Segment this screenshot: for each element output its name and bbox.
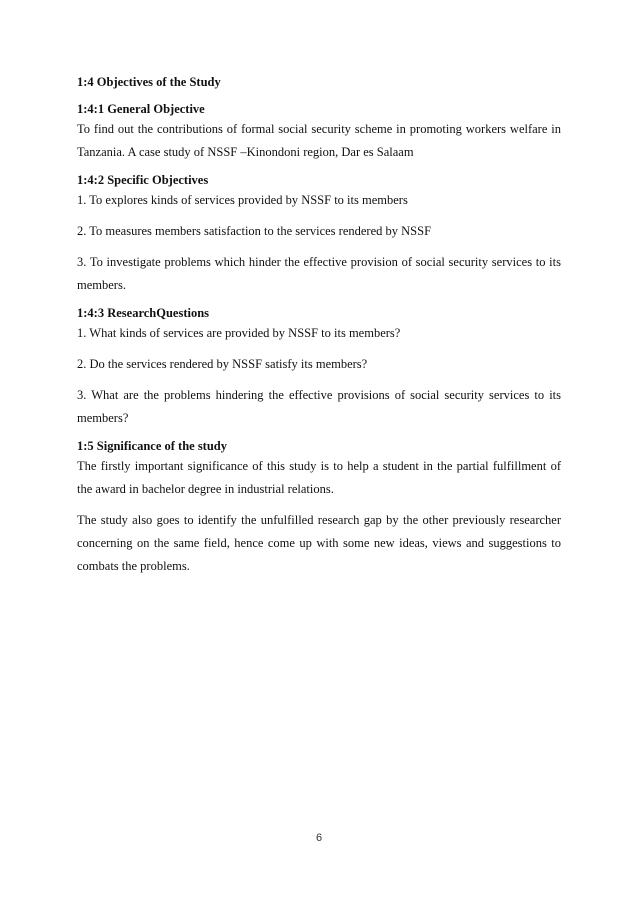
- general-objective-text: To find out the contributions of formal social security scheme in promoting workers welfare in Tanzania. A case study of NSSF –Kinondoni region, Dar es Salaam: [77, 122, 561, 159]
- research-questions-heading: 1:4:3 ResearchQuestions: [77, 306, 210, 320]
- section-heading-objectives: 1:4 Objectives of the Study: [77, 75, 221, 89]
- significance-section: [77, 438, 561, 578]
- page-content: [77, 74, 561, 586]
- page-number: 6: [315, 832, 323, 844]
- specific-objectives-section: [77, 172, 561, 297]
- significance-heading: 1:5 Significance of the study: [77, 439, 227, 453]
- general-objective-section: [77, 101, 561, 164]
- research-questions-section: [77, 305, 561, 430]
- research-question-item: 1. What kinds of services are provided by NSSF to its members?: [77, 326, 401, 340]
- significance-paragraph: The firstly important significance of this study is to help a student in the partial fulfillment of the award in bachelor degree in industrial relations.: [77, 459, 561, 496]
- research-question-item: 3. What are the problems hindering the effective provisions of social security services to its members?: [77, 388, 561, 425]
- specific-objective-item: 2. To measures members satisfaction to the services rendered by NSSF: [77, 224, 432, 238]
- research-question-item: 2. Do the services rendered by NSSF satisfy its members?: [77, 357, 368, 371]
- specific-objective-item: 1. To explores kinds of services provided by NSSF to its members: [77, 193, 408, 207]
- specific-objectives-heading: 1:4:2 Specific Objectives: [77, 173, 209, 187]
- specific-objective-item: 3. To investigate problems which hinder the effective provision of social security services to its members.: [77, 255, 561, 292]
- significance-paragraph: The study also goes to identify the unfulfilled research gap by the other previously researcher concerning on the same field, hence come up with some new ideas, views and suggestions to combats the problems.: [77, 513, 561, 573]
- general-objective-heading: 1:4:1 General Objective: [77, 102, 205, 116]
